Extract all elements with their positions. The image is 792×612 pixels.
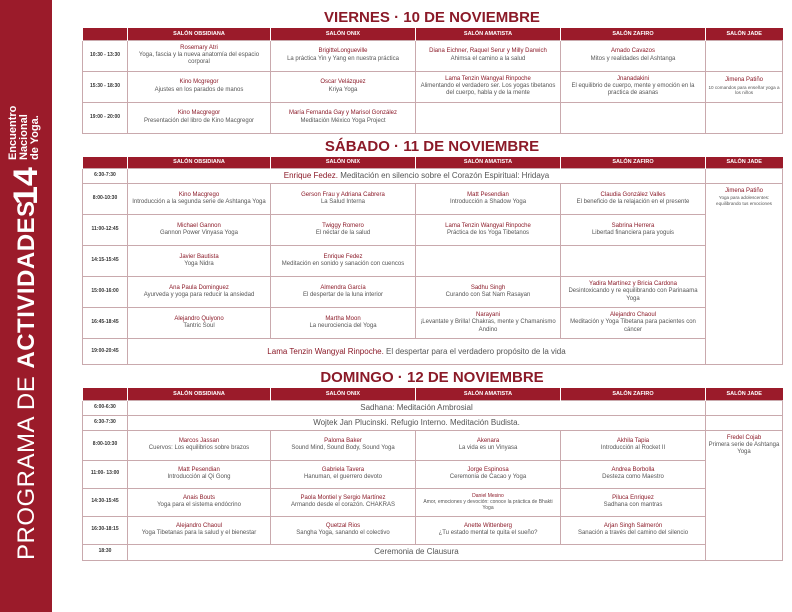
session-title: La Salud Interna bbox=[320, 199, 366, 205]
session-title: Hanuman, el guerrero devoto bbox=[303, 474, 383, 480]
session-cell bbox=[416, 40, 561, 71]
session-title: Meditación en sonido y sanación con cuencos bbox=[281, 261, 405, 267]
presenter-name: Akenara bbox=[476, 437, 500, 444]
column-header: SALÓN ZAFIRO bbox=[561, 388, 706, 400]
brand-line-2: Nacional bbox=[18, 114, 30, 160]
time-header bbox=[83, 388, 128, 400]
session-cell bbox=[271, 40, 416, 71]
time-cell: 18:30 bbox=[83, 544, 128, 560]
time-cell: 11:00-12:45 bbox=[83, 215, 128, 246]
session-title: Curando con Sat Nam Rasayan bbox=[445, 292, 531, 298]
presenter-name: Fredel Cojab bbox=[726, 434, 762, 441]
presenter-name: Piluca Enriquez bbox=[612, 494, 654, 501]
session-cell bbox=[271, 488, 416, 516]
table-row bbox=[83, 71, 783, 102]
session-cell bbox=[561, 184, 706, 215]
session-title: Introducción al Rocket II bbox=[600, 445, 666, 451]
presenter-name: Jimena Patiño bbox=[724, 77, 764, 84]
session-cell bbox=[561, 516, 706, 544]
session-title: El beneficio de la relajación en el presente bbox=[576, 199, 690, 205]
column-header: SALÓN AMATISTA bbox=[416, 28, 561, 40]
table-row bbox=[83, 415, 783, 430]
session-cell bbox=[561, 246, 706, 277]
presenter-name: Alejandro Chaoul bbox=[609, 312, 657, 319]
session-cell-span bbox=[128, 339, 706, 365]
presenter-name: Jorge Espinosa bbox=[467, 466, 509, 473]
session-title: Meditación en silencio sobre el Corazón Espiritual: Hridaya bbox=[338, 171, 550, 180]
table-row bbox=[83, 544, 783, 560]
session-cell bbox=[271, 184, 416, 215]
session-title: Presentación del libro de Kino Macgregor bbox=[143, 117, 255, 124]
session-cell bbox=[416, 277, 561, 308]
session-title: Libertad financiera para yoguis bbox=[591, 230, 675, 236]
presenter-name: Diana Eichner, Raquel Serur y Milly Darwich bbox=[429, 48, 547, 55]
presenter-name: Arjan Singh Salmerón bbox=[603, 522, 663, 529]
presenter-name: Yadira Martínez y Bricia Cardona bbox=[589, 281, 677, 288]
session-cell-span: Wojtek Jan Plucinski. Refugio Interno. Meditación Budista. bbox=[128, 415, 706, 430]
session-title: Yoga para adolescentes: equilibrando tus emociones bbox=[716, 195, 772, 206]
session-cell bbox=[128, 215, 271, 246]
session-cell bbox=[561, 430, 706, 460]
schedule-table-viernes bbox=[82, 28, 783, 134]
session-cell bbox=[561, 488, 706, 516]
session-cell-jade bbox=[706, 430, 783, 560]
time-cell: 14:30-15:45 bbox=[83, 488, 128, 516]
column-header: SALÓN AMATISTA bbox=[416, 157, 561, 169]
session-title: Armando desde el corazón. CHAKRAS bbox=[290, 502, 396, 508]
session-cell bbox=[128, 71, 271, 102]
session-cell bbox=[416, 516, 561, 544]
column-header: SALÓN ONIX bbox=[271, 157, 416, 169]
presenter-name: Michael Gannon bbox=[177, 222, 221, 229]
table-row bbox=[83, 400, 783, 415]
session-title: Ahimsa el camino a la salud bbox=[450, 55, 526, 62]
table-row bbox=[83, 460, 783, 488]
program-title-bold: ACTIVIDADES bbox=[13, 200, 40, 369]
session-title: El equilibrio de cuerpo, mente y emoción en la practica de asanas bbox=[571, 82, 695, 97]
presenter-name: Andrea Borbolla bbox=[611, 466, 655, 473]
presenter-name: Lama Tenzin Wangyal Rinpoche bbox=[445, 222, 531, 229]
program-title-light: PROGRAMA DE bbox=[13, 368, 40, 560]
presenter-name: Daniel Mesino bbox=[472, 493, 504, 499]
time-header bbox=[83, 157, 128, 169]
session-title: Ceremonia de Cacao y Yoga bbox=[449, 474, 527, 480]
presenter-name: Gerson Frau y Adriana Cabrera bbox=[301, 191, 385, 198]
time-header bbox=[83, 28, 128, 40]
session-cell bbox=[271, 516, 416, 544]
column-header: SALÓN OBSIDIANA bbox=[128, 388, 271, 400]
time-cell: 15:30 - 18:30 bbox=[83, 71, 128, 102]
column-header: SALÓN JADE bbox=[706, 157, 783, 169]
session-title: Amor, emociones y devoción: conoce la práctica de Bhakti Yoga bbox=[423, 499, 553, 511]
presenter-name: Sadhu Singh bbox=[470, 284, 506, 291]
time-cell: 6:00-6:30 bbox=[83, 400, 128, 415]
session-cell bbox=[561, 277, 706, 308]
brand-line-3: de Yoga. bbox=[29, 115, 41, 160]
session-title: ¡Levantate y Brilla! Chakras, mente y Chamanismo Andino bbox=[420, 319, 556, 333]
column-header: SALÓN ZAFIRO bbox=[561, 28, 706, 40]
session-cell bbox=[706, 71, 783, 102]
session-title: Alimentando el verdadero ser. Los yogas tibetanos del cuerpo, habla y de la mente bbox=[420, 82, 556, 97]
day-title-domingo: DOMINGO · 12 DE NOVIEMBRE bbox=[320, 369, 544, 386]
presenter-name: Alejandro Quiyono bbox=[174, 315, 224, 322]
session-cell bbox=[561, 308, 706, 339]
column-header: SALÓN ZAFIRO bbox=[561, 157, 706, 169]
presenter-name: Akhila Tapia bbox=[616, 437, 650, 444]
session-title: Introducción a Shadow Yoga bbox=[449, 199, 527, 205]
session-title: ¿Tu estado mental te quita el sueño? bbox=[438, 530, 538, 536]
time-cell: 11:00- 13:00 bbox=[83, 460, 128, 488]
schedule-content bbox=[82, 0, 782, 561]
time-cell: 16:30-18:15 bbox=[83, 516, 128, 544]
session-title: Yoga Nidra bbox=[184, 261, 214, 267]
session-cell bbox=[271, 460, 416, 488]
session-cell bbox=[561, 40, 706, 71]
session-cell bbox=[271, 430, 416, 460]
table-row bbox=[83, 246, 783, 277]
session-cell bbox=[416, 308, 561, 339]
table-row bbox=[83, 308, 783, 339]
time-cell: 10:30 - 13:30 bbox=[83, 40, 128, 71]
session-cell bbox=[271, 277, 416, 308]
session-cell bbox=[561, 71, 706, 102]
session-cell bbox=[271, 246, 416, 277]
session-title: Tantric Soul bbox=[183, 323, 215, 329]
session-cell bbox=[416, 215, 561, 246]
session-title: Sangha Yoga, sanando el colectivo bbox=[296, 530, 390, 536]
session-cell bbox=[416, 488, 561, 516]
session-title: El despertar para el verdadero propósito de la vida bbox=[383, 346, 566, 356]
session-cell bbox=[128, 460, 271, 488]
day-title-viernes: VIERNES · 10 DE NOVIEMBRE bbox=[324, 9, 540, 26]
session-cell bbox=[271, 102, 416, 133]
presenter-name: Lama Tenzin Wangyal Rinpoche. bbox=[267, 346, 384, 356]
session-title: Yoga, fascia y la nueva anatomía del espacio corporal bbox=[138, 51, 260, 66]
presenter-name: Amado Cavazos bbox=[610, 48, 656, 55]
brand-number: 14 bbox=[7, 167, 45, 205]
session-title: Desteza como Maestro bbox=[602, 474, 664, 480]
program-title bbox=[13, 200, 40, 560]
time-cell: 15:00-16:00 bbox=[83, 277, 128, 308]
table-row bbox=[83, 169, 783, 184]
session-cell bbox=[706, 102, 783, 133]
presenter-name: Oscar Velázquez bbox=[320, 79, 366, 86]
presenter-name: Enrique Fedez. bbox=[283, 171, 339, 180]
presenter-name: Matt Pesendian bbox=[467, 191, 509, 198]
table-row bbox=[83, 488, 783, 516]
presenter-name: Javier Bautista bbox=[179, 253, 219, 260]
session-cell bbox=[128, 246, 271, 277]
presenter-name: Jimena Patiño bbox=[724, 188, 764, 194]
session-cell bbox=[271, 215, 416, 246]
presenter-name: Kino Macgregor bbox=[177, 110, 221, 117]
session-cell bbox=[128, 40, 271, 71]
column-header: SALÓN JADE bbox=[706, 388, 783, 400]
session-cell-span: Ceremonia de Clausura bbox=[128, 544, 706, 560]
time-cell: 8:00-10:30 bbox=[83, 184, 128, 215]
presenter-name: Lama Tenzin Wangyal Rinpoche bbox=[445, 75, 531, 82]
presenter-name: Marcos Jassan bbox=[178, 437, 220, 444]
presenter-name: Claudia González Valles bbox=[600, 191, 666, 198]
session-cell bbox=[561, 102, 706, 133]
presenter-name: BrigitteLongueville bbox=[318, 48, 368, 55]
table-row bbox=[83, 516, 783, 544]
presenter-name: Martha Moon bbox=[325, 315, 361, 322]
session-cell bbox=[706, 400, 783, 415]
session-cell bbox=[128, 308, 271, 339]
session-title: Introducción a la segunda serie de Ashtanga Yoga bbox=[132, 199, 266, 205]
time-cell: 16:45-18:45 bbox=[83, 308, 128, 339]
column-header: SALÓN OBSIDIANA bbox=[128, 157, 271, 169]
table-row bbox=[83, 102, 783, 133]
presenter-name: Kino Macgrego bbox=[178, 191, 220, 198]
session-title: Sanación a través del camino del silencio bbox=[577, 530, 689, 536]
session-title: La neurociencia del Yoga bbox=[309, 323, 377, 329]
session-title: Práctica de los Yoga Tibetanos bbox=[446, 230, 530, 236]
session-cell bbox=[416, 102, 561, 133]
presenter-name: Enrique Fedez bbox=[323, 253, 363, 260]
session-title: Cuervos: Los equilibrios sobre brazos bbox=[148, 445, 250, 451]
column-header: SALÓN JADE bbox=[706, 28, 783, 40]
session-cell-jade bbox=[706, 184, 783, 365]
session-title: El néctar de la salud bbox=[315, 230, 371, 236]
session-cell-span bbox=[128, 169, 706, 184]
table-row bbox=[83, 430, 783, 460]
session-cell bbox=[128, 277, 271, 308]
session-title: Introducción al Qi Gong bbox=[167, 474, 231, 480]
session-title: Sadhana con mantras bbox=[603, 502, 663, 508]
session-cell bbox=[128, 430, 271, 460]
presenter-name: Twiggy Romero bbox=[322, 222, 364, 229]
presenter-name: Paloma Baker bbox=[324, 437, 362, 444]
presenter-name: Gabriela Tavera bbox=[321, 466, 365, 473]
schedule-table-sabado bbox=[82, 157, 783, 366]
presenter-name: Sabrina Herrera bbox=[611, 222, 655, 229]
session-title: Kriya Yoga bbox=[328, 86, 358, 93]
session-title: La práctica Yin y Yang en nuestra práctica bbox=[287, 55, 399, 62]
header-row bbox=[83, 157, 783, 169]
presenter-name: Anette Wittenberg bbox=[463, 522, 513, 529]
presenter-name: Narayani bbox=[475, 312, 500, 319]
table-row bbox=[83, 40, 783, 71]
time-cell: 14:15-15:45 bbox=[83, 246, 128, 277]
presenter-name: Matt Pesendian bbox=[178, 466, 220, 473]
table-row bbox=[83, 277, 783, 308]
session-title: Gannon Power Vinyasa Yoga bbox=[160, 230, 238, 236]
schedule-table-domingo bbox=[82, 388, 783, 561]
session-title: Ajustes en los parados de manos bbox=[154, 86, 244, 93]
session-cell bbox=[416, 184, 561, 215]
presenter-name: Kino Mcgregor bbox=[179, 79, 219, 86]
time-cell: 6:30-7:30 bbox=[83, 169, 128, 184]
header-row bbox=[83, 28, 783, 40]
presenter-name: María Fernanda Gay y Marisol González bbox=[288, 110, 398, 117]
session-cell bbox=[271, 308, 416, 339]
session-cell bbox=[128, 488, 271, 516]
session-title: Meditación y Yoga Tibetana para pacientes con cáncer bbox=[570, 319, 696, 333]
session-title: 10 comandos para enseñar yoga a los niños bbox=[708, 84, 780, 96]
session-title: Mitos y realidades del Ashtanga bbox=[590, 55, 676, 62]
session-title: Ayurveda y yoga para reducir la ansiedad bbox=[143, 292, 255, 298]
session-title: Primera serie de Ashtanga Yoga bbox=[708, 441, 780, 455]
column-header: SALÓN OBSIDIANA bbox=[128, 28, 271, 40]
brand-logo-text bbox=[8, 10, 41, 160]
session-cell-span: Sadhana: Meditación Ambrosial bbox=[128, 400, 706, 415]
session-title: La vida es un Vinyasa bbox=[458, 445, 518, 451]
session-cell bbox=[128, 102, 271, 133]
time-cell: 19:00-20:45 bbox=[83, 339, 128, 365]
session-title: El despertar de la luna interior bbox=[302, 292, 384, 298]
column-header: SALÓN AMATISTA bbox=[416, 388, 561, 400]
session-title: Yoga para el sistema endócrino bbox=[157, 502, 241, 508]
time-cell: 6:30-7:30 bbox=[83, 415, 128, 430]
time-cell: 19:00 - 20:00 bbox=[83, 102, 128, 133]
session-title: Yoga Tibetanas para la salud y el bienestar bbox=[141, 530, 257, 536]
column-header: SALÓN ONIX bbox=[271, 388, 416, 400]
presenter-name: Jnanadakini bbox=[616, 75, 650, 82]
presenter-name: Rosemary Atri bbox=[180, 44, 218, 51]
session-cell bbox=[561, 460, 706, 488]
session-cell bbox=[416, 460, 561, 488]
presenter-name: Almendra García bbox=[320, 284, 366, 291]
session-cell bbox=[706, 415, 783, 430]
session-cell bbox=[271, 71, 416, 102]
table-row bbox=[83, 215, 783, 246]
presenter-name: Alejandro Chaoul bbox=[175, 522, 223, 529]
sidebar-banner bbox=[0, 0, 52, 612]
presenter-name: Quetzal Rios bbox=[325, 522, 361, 529]
presenter-name: Paola Montiel y Sergio Martínez bbox=[300, 494, 386, 501]
session-cell bbox=[128, 184, 271, 215]
table-row bbox=[83, 339, 783, 365]
presenter-name: Anais Bouts bbox=[182, 494, 216, 501]
session-cell bbox=[416, 246, 561, 277]
session-title: Meditación México Yoga Project bbox=[300, 117, 386, 124]
session-cell bbox=[561, 215, 706, 246]
day-title-sabado: SÁBADO · 11 DE NOVIEMBRE bbox=[324, 137, 540, 155]
header-row bbox=[83, 388, 783, 400]
session-title: Desintoxicando y re equilibrando con Parinaama Yoga bbox=[568, 288, 698, 302]
session-cell bbox=[416, 71, 561, 102]
session-cell bbox=[128, 516, 271, 544]
presenter-name: Ana Paula Dominguez bbox=[169, 284, 229, 291]
time-cell: 8:00-10:30 bbox=[83, 430, 128, 460]
session-cell bbox=[706, 169, 783, 184]
session-title: Sound Mind, Sound Body, Sound Yoga bbox=[291, 445, 395, 451]
table-row bbox=[83, 184, 783, 215]
session-cell bbox=[706, 40, 783, 71]
session-cell bbox=[416, 430, 561, 460]
brand-line-1: Encuentro bbox=[7, 105, 19, 160]
column-header: SALÓN ONIX bbox=[271, 28, 416, 40]
